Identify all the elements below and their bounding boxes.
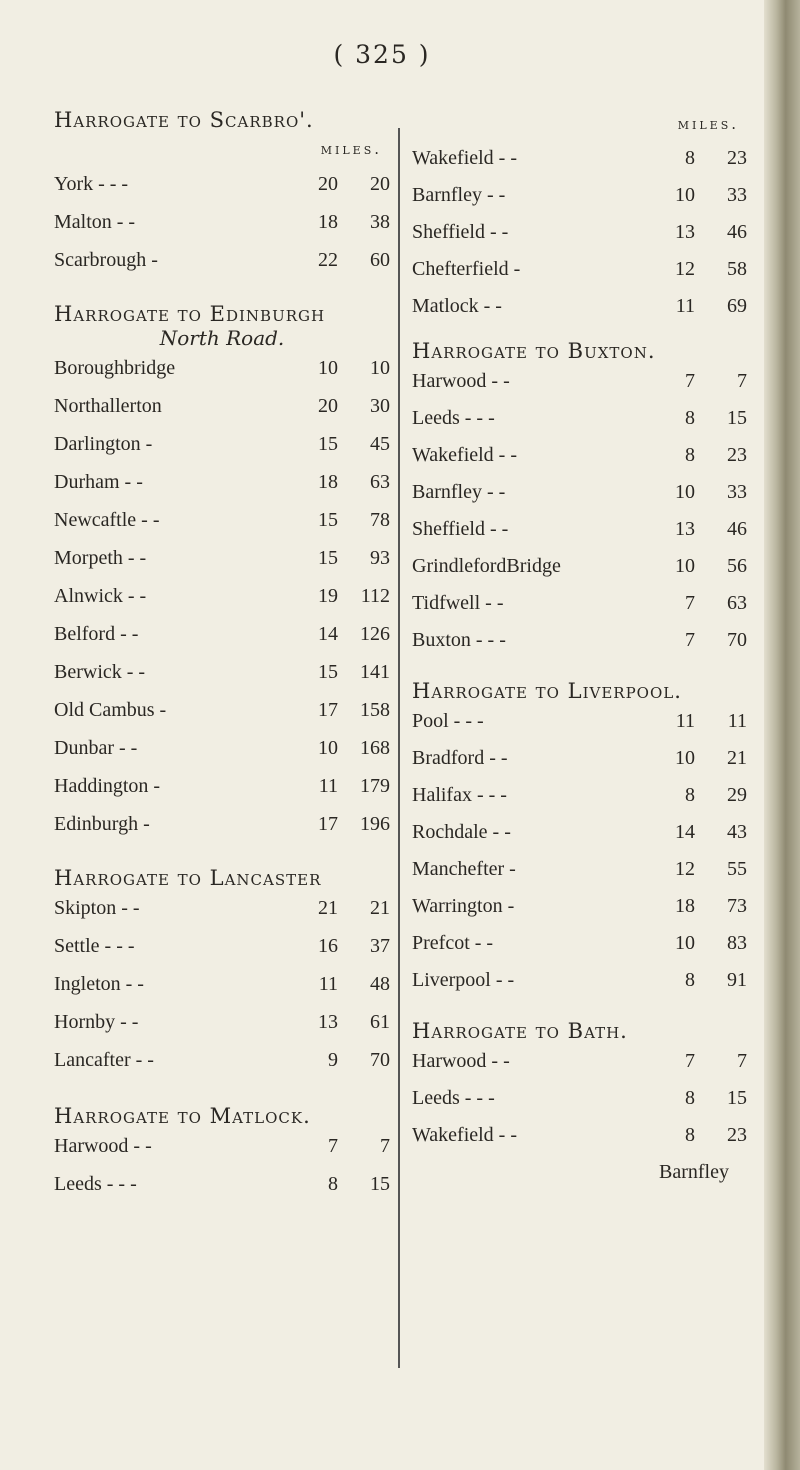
miles-column-label: miles. bbox=[320, 140, 382, 158]
itinerary-row bbox=[412, 1080, 747, 1117]
stage-distance: 8 bbox=[328, 1173, 338, 1195]
itinerary-row bbox=[412, 925, 747, 962]
stage-distance: 11 bbox=[318, 775, 338, 797]
place-name: Northallerton bbox=[54, 395, 162, 417]
itinerary-row bbox=[54, 540, 390, 578]
stage-distance: 10 bbox=[675, 555, 695, 577]
place-name: Halifax - - - bbox=[412, 784, 507, 806]
place-name: Harwood - - bbox=[54, 1135, 152, 1157]
left-column bbox=[54, 108, 390, 1204]
itinerary-row bbox=[54, 928, 390, 966]
itinerary-row bbox=[412, 511, 747, 548]
itinerary-row bbox=[412, 437, 747, 474]
catchword: Barnfley bbox=[659, 1161, 729, 1183]
place-name: Sheffield - - bbox=[412, 518, 509, 540]
stage-distance: 8 bbox=[685, 444, 695, 466]
itinerary-row bbox=[412, 703, 747, 740]
place-name: Newcaftle - - bbox=[54, 509, 160, 531]
itinerary-row bbox=[54, 654, 390, 692]
place-name: Sheffield - - bbox=[412, 221, 509, 243]
place-name: Belford - - bbox=[54, 623, 139, 645]
place-name: Old Cambus - bbox=[54, 699, 167, 721]
itinerary-row bbox=[54, 166, 390, 204]
cumulative-distance: 70 bbox=[370, 1049, 390, 1071]
cumulative-distance: 73 bbox=[727, 895, 747, 917]
stage-distance: 11 bbox=[675, 295, 695, 317]
page-edge-shadow bbox=[764, 0, 800, 1470]
place-name: Hornby - - bbox=[54, 1011, 139, 1033]
stage-distance: 20 bbox=[318, 173, 338, 195]
stage-distance: 12 bbox=[675, 858, 695, 880]
cumulative-distance: 91 bbox=[727, 969, 747, 991]
cumulative-distance: 23 bbox=[727, 444, 747, 466]
itinerary-row bbox=[54, 806, 390, 844]
place-name: Haddington - bbox=[54, 775, 161, 797]
stage-distance: 8 bbox=[685, 407, 695, 429]
itinerary-row bbox=[412, 622, 747, 659]
place-name: Buxton - - - bbox=[412, 629, 506, 651]
stage-distance: 17 bbox=[318, 699, 338, 721]
cumulative-distance: 70 bbox=[727, 629, 747, 651]
place-name: Barnfley - - bbox=[412, 184, 506, 206]
cumulative-distance: 168 bbox=[360, 737, 390, 759]
itinerary-row bbox=[54, 768, 390, 806]
route-title: Harrogate to Scarbro'. bbox=[54, 108, 314, 132]
cumulative-distance: 61 bbox=[370, 1011, 390, 1033]
place-name: Prefcot - - bbox=[412, 932, 494, 954]
place-name: Ingleton - - bbox=[54, 973, 144, 995]
route-section bbox=[54, 108, 390, 280]
itinerary-row bbox=[54, 388, 390, 426]
itinerary-row bbox=[54, 890, 390, 928]
cumulative-distance: 30 bbox=[370, 395, 390, 417]
cumulative-distance: 141 bbox=[360, 661, 390, 683]
cumulative-distance: 11 bbox=[727, 710, 747, 732]
itinerary-row bbox=[412, 814, 747, 851]
cumulative-distance: 23 bbox=[727, 147, 747, 169]
place-name: Malton - - bbox=[54, 211, 136, 233]
stage-distance: 8 bbox=[685, 784, 695, 806]
itinerary-row bbox=[54, 730, 390, 768]
place-name: Wakefield - - bbox=[412, 1124, 517, 1146]
stage-distance: 15 bbox=[318, 547, 338, 569]
itinerary-row bbox=[54, 242, 390, 280]
place-name: Darlington - bbox=[54, 433, 153, 455]
cumulative-distance: 38 bbox=[370, 211, 390, 233]
itinerary-row bbox=[54, 426, 390, 464]
cumulative-distance: 112 bbox=[360, 585, 390, 607]
cumulative-distance: 7 bbox=[737, 370, 747, 392]
route-section bbox=[412, 108, 747, 325]
right-column bbox=[412, 108, 747, 1191]
stage-distance: 7 bbox=[685, 592, 695, 614]
itinerary-row bbox=[412, 288, 747, 325]
place-name: Skipton - - bbox=[54, 897, 140, 919]
cumulative-distance: 15 bbox=[727, 407, 747, 429]
page-number: ( 325 ) bbox=[333, 40, 431, 69]
place-name: Manchefter - bbox=[412, 858, 516, 880]
cumulative-distance: 158 bbox=[360, 699, 390, 721]
route-title: Harrogate to Matlock. bbox=[54, 1104, 311, 1128]
stage-distance: 13 bbox=[318, 1011, 338, 1033]
cumulative-distance: 63 bbox=[370, 471, 390, 493]
itinerary-row bbox=[412, 177, 747, 214]
place-name: Boroughbridge bbox=[54, 357, 176, 379]
place-name: Alnwick - - bbox=[54, 585, 147, 607]
stage-distance: 16 bbox=[318, 935, 338, 957]
place-name: Dunbar - - bbox=[54, 737, 138, 759]
stage-distance: 14 bbox=[318, 623, 338, 645]
itinerary-row bbox=[54, 204, 390, 242]
cumulative-distance: 46 bbox=[727, 518, 747, 540]
place-name: Lancafter - - bbox=[54, 1049, 154, 1071]
place-name: Morpeth - - bbox=[54, 547, 147, 569]
miles-column-label: miles. bbox=[677, 115, 739, 133]
route-section bbox=[54, 866, 390, 1080]
stage-distance: 10 bbox=[318, 357, 338, 379]
cumulative-distance: 55 bbox=[727, 858, 747, 880]
place-name: Leeds - - - bbox=[54, 1173, 137, 1195]
place-name: Bradford - - bbox=[412, 747, 508, 769]
stage-distance: 21 bbox=[318, 897, 338, 919]
place-name: York - - - bbox=[54, 173, 129, 195]
stage-distance: 13 bbox=[675, 221, 695, 243]
stage-distance: 10 bbox=[675, 184, 695, 206]
itinerary-row bbox=[54, 616, 390, 654]
cumulative-distance: 63 bbox=[727, 592, 747, 614]
itinerary-row bbox=[412, 400, 747, 437]
itinerary-row bbox=[412, 585, 747, 622]
itinerary-row bbox=[54, 966, 390, 1004]
cumulative-distance: 37 bbox=[370, 935, 390, 957]
place-name: Rochdale - - bbox=[412, 821, 511, 843]
cumulative-distance: 58 bbox=[727, 258, 747, 280]
stage-distance: 14 bbox=[675, 821, 695, 843]
cumulative-distance: 15 bbox=[370, 1173, 390, 1195]
place-name: Leeds - - - bbox=[412, 407, 495, 429]
itinerary-row bbox=[412, 474, 747, 511]
place-name: Liverpool - - bbox=[412, 969, 515, 991]
place-name: Barnfley - - bbox=[412, 481, 506, 503]
place-name: Leeds - - - bbox=[412, 1087, 495, 1109]
cumulative-distance: 33 bbox=[727, 184, 747, 206]
place-name: Edinburgh - bbox=[54, 813, 150, 835]
itinerary-row bbox=[412, 363, 747, 400]
stage-distance: 10 bbox=[318, 737, 338, 759]
cumulative-distance: 56 bbox=[727, 555, 747, 577]
itinerary-row bbox=[412, 548, 747, 585]
stage-distance: 7 bbox=[328, 1135, 338, 1157]
place-name: Tidfwell - - bbox=[412, 592, 504, 614]
route-title: Harrogate to Bath. bbox=[412, 1019, 628, 1043]
stage-distance: 8 bbox=[685, 1087, 695, 1109]
place-name: Chefterfield - bbox=[412, 258, 521, 280]
place-name: Scarbrough - bbox=[54, 249, 158, 271]
itinerary-row bbox=[54, 502, 390, 540]
cumulative-distance: 7 bbox=[380, 1135, 390, 1157]
itinerary-row bbox=[412, 1117, 747, 1154]
itinerary-row bbox=[412, 251, 747, 288]
cumulative-distance: 196 bbox=[360, 813, 390, 835]
cumulative-distance: 78 bbox=[370, 509, 390, 531]
stage-distance: 8 bbox=[685, 1124, 695, 1146]
route-title: Harrogate to Buxton. bbox=[412, 339, 656, 363]
place-name: Berwick - - bbox=[54, 661, 146, 683]
route-section bbox=[54, 1104, 390, 1204]
itinerary-row bbox=[412, 777, 747, 814]
stage-distance: 10 bbox=[675, 481, 695, 503]
place-name: Pool - - - bbox=[412, 710, 484, 732]
cumulative-distance: 21 bbox=[370, 897, 390, 919]
stage-distance: 13 bbox=[675, 518, 695, 540]
route-subtitle: North Road. bbox=[159, 326, 285, 350]
itinerary-row bbox=[412, 740, 747, 777]
itinerary-row bbox=[412, 962, 747, 999]
cumulative-distance: 10 bbox=[370, 357, 390, 379]
place-name: GrindlefordBridge bbox=[412, 555, 561, 577]
cumulative-distance: 7 bbox=[737, 1050, 747, 1072]
cumulative-distance: 45 bbox=[370, 433, 390, 455]
itinerary-row bbox=[54, 1042, 390, 1080]
stage-distance: 10 bbox=[675, 747, 695, 769]
cumulative-distance: 21 bbox=[727, 747, 747, 769]
itinerary-row bbox=[54, 1128, 390, 1166]
stage-distance: 11 bbox=[675, 710, 695, 732]
stage-distance: 10 bbox=[675, 932, 695, 954]
place-name: Wakefield - - bbox=[412, 444, 517, 466]
place-name: Matlock - - bbox=[412, 295, 502, 317]
stage-distance: 7 bbox=[685, 1050, 695, 1072]
cumulative-distance: 46 bbox=[727, 221, 747, 243]
route-title: Harrogate to Edinburgh bbox=[54, 302, 326, 326]
itinerary-row bbox=[54, 1004, 390, 1042]
stage-distance: 8 bbox=[685, 969, 695, 991]
stage-distance: 9 bbox=[328, 1049, 338, 1071]
stage-distance: 8 bbox=[685, 147, 695, 169]
cumulative-distance: 48 bbox=[370, 973, 390, 995]
cumulative-distance: 15 bbox=[727, 1087, 747, 1109]
itinerary-row bbox=[412, 140, 747, 177]
place-name: Warrington - bbox=[412, 895, 515, 917]
stage-distance: 18 bbox=[318, 471, 338, 493]
cumulative-distance: 93 bbox=[370, 547, 390, 569]
itinerary-row bbox=[412, 1043, 747, 1080]
itinerary-row bbox=[412, 214, 747, 251]
itinerary-row bbox=[54, 1166, 390, 1204]
place-name: Durham - - bbox=[54, 471, 143, 493]
stage-distance: 17 bbox=[318, 813, 338, 835]
route-section bbox=[412, 339, 747, 659]
place-name: Harwood - - bbox=[412, 1050, 510, 1072]
cumulative-distance: 126 bbox=[360, 623, 390, 645]
itinerary-row bbox=[54, 692, 390, 730]
column-divider bbox=[398, 128, 400, 1368]
stage-distance: 18 bbox=[675, 895, 695, 917]
route-section bbox=[412, 679, 747, 999]
cumulative-distance: 20 bbox=[370, 173, 390, 195]
stage-distance: 22 bbox=[318, 249, 338, 271]
cumulative-distance: 29 bbox=[727, 784, 747, 806]
stage-distance: 15 bbox=[318, 433, 338, 455]
itinerary-row bbox=[54, 578, 390, 616]
stage-distance: 7 bbox=[685, 629, 695, 651]
place-name: Harwood - - bbox=[412, 370, 510, 392]
itinerary-row bbox=[412, 888, 747, 925]
place-name: Settle - - - bbox=[54, 935, 135, 957]
cumulative-distance: 43 bbox=[727, 821, 747, 843]
itinerary-row bbox=[412, 851, 747, 888]
cumulative-distance: 33 bbox=[727, 481, 747, 503]
cumulative-distance: 69 bbox=[727, 295, 747, 317]
cumulative-distance: 23 bbox=[727, 1124, 747, 1146]
stage-distance: 15 bbox=[318, 661, 338, 683]
cumulative-distance: 179 bbox=[360, 775, 390, 797]
stage-distance: 15 bbox=[318, 509, 338, 531]
cumulative-distance: 83 bbox=[727, 932, 747, 954]
stage-distance: 20 bbox=[318, 395, 338, 417]
stage-distance: 18 bbox=[318, 211, 338, 233]
cumulative-distance: 60 bbox=[370, 249, 390, 271]
itinerary-row bbox=[54, 464, 390, 502]
route-title: Harrogate to Liverpool. bbox=[412, 679, 682, 703]
place-name: Wakefield - - bbox=[412, 147, 517, 169]
stage-distance: 11 bbox=[318, 973, 338, 995]
itinerary-row bbox=[54, 350, 390, 388]
route-section bbox=[54, 302, 390, 844]
route-title: Harrogate to Lancaster bbox=[54, 866, 322, 890]
stage-distance: 12 bbox=[675, 258, 695, 280]
route-section bbox=[412, 1019, 747, 1191]
stage-distance: 19 bbox=[318, 585, 338, 607]
stage-distance: 7 bbox=[685, 370, 695, 392]
